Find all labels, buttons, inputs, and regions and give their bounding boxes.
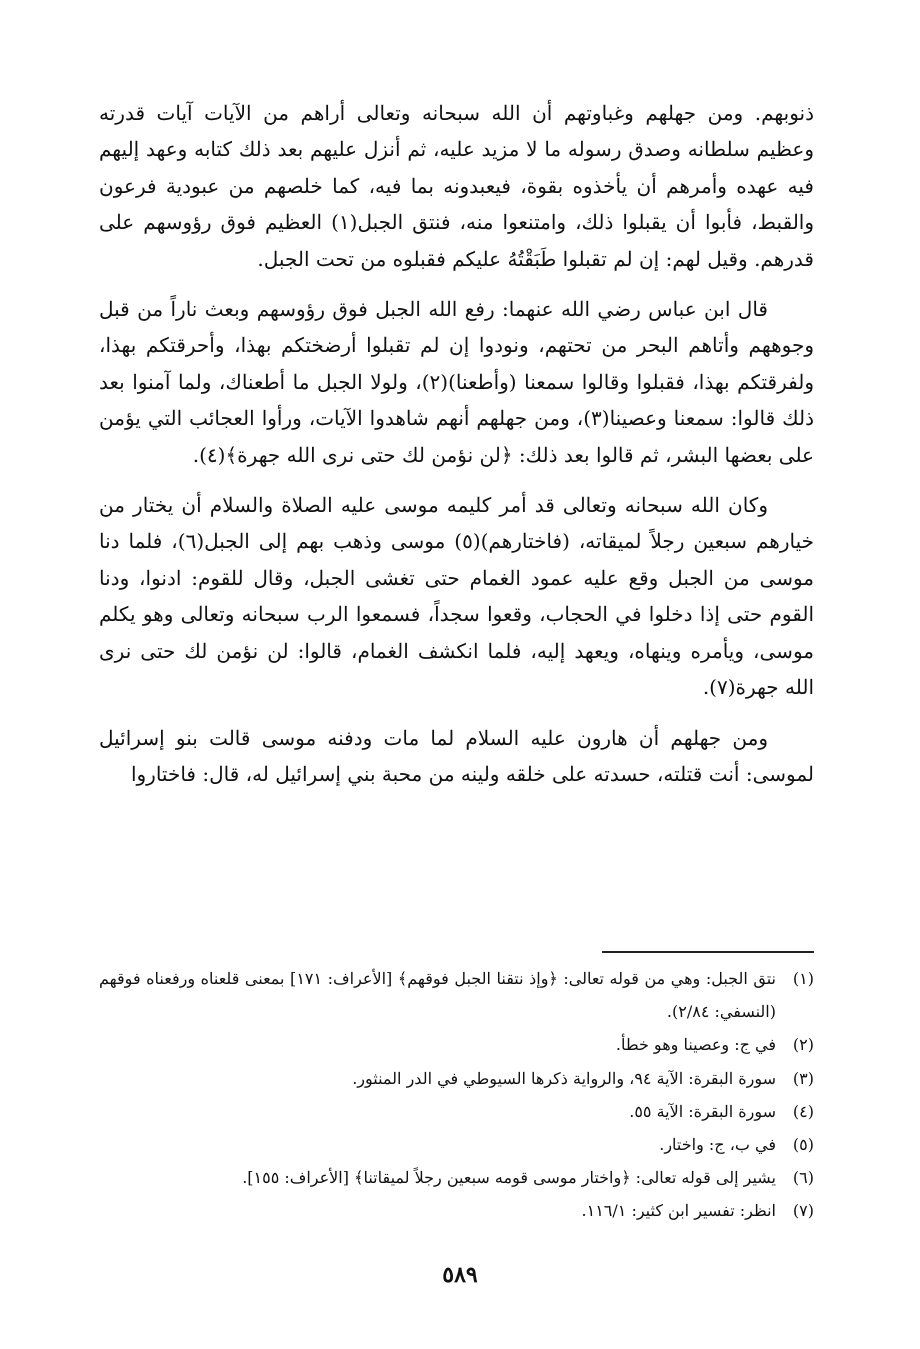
paragraph-4: ومن جهلهم أن هارون عليه السلام لما مات ودفنه موسى قالت بنو إسرائيل لموسى: أنت قتلته، حسدته على خلقه ولينه من محبة بني إسرائيل له، قال: فاختاروا xyxy=(99,725,814,786)
footnote-number: (٢) xyxy=(792,1035,814,1055)
footnote-number: (١) xyxy=(792,969,814,988)
footnote-text: يشير إلى قوله تعالى: ﴿واختار موسى قومه سبعين رجلاً لميقاتنا﴾ [الأعراف: ١٥٥]. xyxy=(242,1168,776,1188)
footnote-6 xyxy=(99,1161,814,1194)
footnote-number: (٤) xyxy=(792,1101,814,1121)
footnote-text: في ج: وعصينا وهو خطأ. xyxy=(615,1035,776,1055)
footnote-number: (٧) xyxy=(792,1201,814,1221)
main-text xyxy=(99,95,814,806)
footnote-4 xyxy=(99,1095,814,1128)
paragraph-2: قال ابن عباس رضي الله عنهما: رفع الله الجبل فوق رؤوسهم وبعث ناراً من قبل وجوههم وأتاهم البحر من تحتهم، ونودوا إن لم تقبلوا أرضختكم بهذا، وأحرقتكم بهذا، ولفرقتكم بهذا، فقبلوا وقالوا سمعنا (وأطعنا)(٢)، ولولا الجبل ما أطعناك، ولما آمنوا بعد ذلك قالوا: سمعنا وعصينا(٣)، ومن جهلهم أنهم شاهدوا الآيات، ورأوا العجائب التي يؤمن على بعضها البشر، ثم قالوا بعد ذلك: ﴿لن نؤمن لك حتى نرى الله جهرة﴾(٤). xyxy=(99,297,814,467)
footnote-text: نتق الجبل: وهي من قوله تعالى: ﴿وإذ نتقنا الجبل فوقهم﴾ [الأعراف: ١٧١] بمعنى قلعناه ورفعناه فوقهم (النسفي: ٢/٨٤). xyxy=(99,969,777,1022)
footnote-3 xyxy=(99,1062,814,1095)
footnote-text: انظر: تفسير ابن كثير: ١١٦/١. xyxy=(581,1201,776,1221)
page-number: ٥٨٩ xyxy=(442,1262,478,1288)
footnote-5 xyxy=(99,1128,814,1161)
footnote-1 xyxy=(99,962,814,1028)
footnote-2 xyxy=(99,1028,814,1061)
footnote-7 xyxy=(99,1194,814,1227)
footnote-number: (٥) xyxy=(792,1135,814,1155)
footnote-number: (٣) xyxy=(792,1068,814,1088)
footnote-text: في ب، ج: واختار. xyxy=(659,1135,776,1155)
footnote-text: سورة البقرة: الآية ٥٥. xyxy=(629,1101,776,1121)
footnotes xyxy=(99,962,814,1228)
paragraph-1: ذنوبهم. ومن جهلهم وغباوتهم أن الله سبحانه وتعالى أراهم من الآيات آيات قدرته وعظيم سلطانه وصدق رسوله ما لا مزيد عليه، ثم أنزل عليهم بعد ذلك كتابه وعهد إليهم فيه عهده وأمرهم أن يأخذوه بقوة، فيعبدونه بما فيه، كما خلصهم من عبودية فرعون والقبط، فأبوا أن يقبلوا ذلك، وامتنعوا منه، فنتق الجبل(١) العظيم فوق رؤوسهم على قدرهم. وقيل لهم: إن لم تقبلوا طَبَقْتُهُ عليكم فقبلوه من تحت الجبل. xyxy=(99,101,815,271)
footnote-separator xyxy=(602,951,814,953)
paragraph-3: وكان الله سبحانه وتعالى قد أمر كليمه موسى عليه الصلاة والسلام أن يختار من خيارهم سبعين رجلاً لميقاته، (فاختارهم)(٥) موسى وذهب بهم إلى الجبل(٦)، فلما دنا موسى من الجبل وقع عليه عمود الغمام حتى تغشى الجبل، وقال للقوم: ادنوا، ودنا القوم حتى إذا دخلوا في الحجاب، وقعوا سجداً، فسمعوا الرب سبحانه وتعالى وهو يكلم موسى، ويأمره وينهاه، ويعهد إليه، فلما انكشف الغمام، قالوا: لن نؤمن لك حتى نرى الله جهرة(٧). xyxy=(99,493,814,700)
footnote-number: (٦) xyxy=(792,1168,814,1188)
footnote-text: سورة البقرة: الآية ٩٤، والرواية ذكرها السيوطي في الدر المنثور. xyxy=(352,1068,776,1088)
